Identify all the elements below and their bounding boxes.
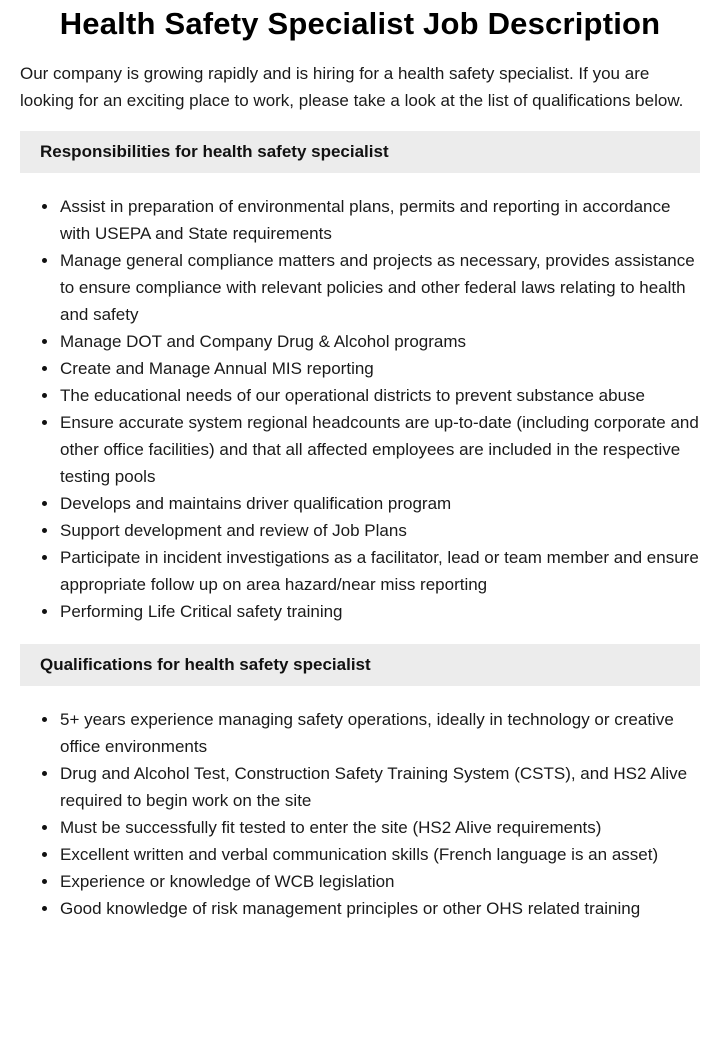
list-item (60, 328, 700, 355)
bullet-icon (42, 204, 47, 209)
list-item-text: Must be successfully fit tested to enter the site (HS2 Alive requirements) (60, 818, 602, 837)
bullet-icon (42, 609, 47, 614)
list-item (60, 382, 700, 409)
list-item-text: Assist in preparation of environmental plans, permits and reporting in accordance with USEPA and State requirements (60, 197, 671, 243)
list-item-text: Support development and review of Job Plans (60, 521, 407, 540)
bullet-icon (42, 393, 47, 398)
list-item-text: Excellent written and verbal communication skills (French language is an asset) (60, 845, 659, 864)
bullet-icon (42, 717, 47, 722)
list-item (60, 895, 700, 922)
list-item-text: Manage general compliance matters and projects as necessary, provides assistance to ensure compliance with relevant policies and other federal laws relating to health and safety (60, 251, 695, 324)
qualifications-list (20, 706, 700, 922)
intro-paragraph: Our company is growing rapidly and is hiring for a health safety specialist. If you are looking for an exciting place to work, please take a look at the list of qualifications below. (20, 64, 684, 110)
list-item-text: Performing Life Critical safety training (60, 602, 343, 621)
list-item (60, 355, 700, 382)
bullet-icon (42, 879, 47, 884)
list-item (60, 598, 700, 625)
list-item (60, 841, 700, 868)
qualifications-heading: Qualifications for health safety specialist (20, 644, 700, 686)
list-item-text: Experience or knowledge of WCB legislation (60, 872, 395, 891)
list-item-text: 5+ years experience managing safety operations, ideally in technology or creative office environments (60, 710, 674, 756)
list-item (60, 247, 700, 328)
bullet-icon (42, 366, 47, 371)
list-item-text: Good knowledge of risk management principles or other OHS related training (60, 899, 641, 918)
list-item-text: Create and Manage Annual MIS reporting (60, 359, 374, 378)
list-item-text: The educational needs of our operational districts to prevent substance abuse (60, 386, 645, 405)
list-item (60, 544, 700, 598)
list-item (60, 814, 700, 841)
responsibilities-heading: Responsibilities for health safety specialist (20, 131, 700, 173)
list-item-text: Drug and Alcohol Test, Construction Safety Training System (CSTS), and HS2 Alive required to begin work on the site (60, 764, 688, 810)
list-item (60, 193, 700, 247)
bullet-icon (42, 825, 47, 830)
bullet-icon (42, 339, 47, 344)
list-item-text: Develops and maintains driver qualification program (60, 494, 452, 513)
bullet-icon (42, 906, 47, 911)
bullet-icon (42, 852, 47, 857)
list-item-text: Manage DOT and Company Drug & Alcohol programs (60, 332, 466, 351)
list-item-text: Ensure accurate system regional headcounts are up-to-date (including corporate and other office facilities) and that all affected employees are included in the respective testing pools (60, 413, 699, 486)
list-item (60, 517, 700, 544)
bullet-icon (42, 528, 47, 533)
bullet-icon (42, 501, 47, 506)
bullet-icon (42, 258, 47, 263)
list-item (60, 706, 700, 760)
list-item (60, 868, 700, 895)
bullet-icon (42, 555, 47, 560)
list-item (60, 409, 700, 490)
list-item-text: Participate in incident investigations as a facilitator, lead or team member and ensure appropriate follow up on area hazard/near miss reporting (60, 548, 699, 594)
bullet-icon (42, 420, 47, 425)
list-item (60, 490, 700, 517)
list-item (60, 760, 700, 814)
bullet-icon (42, 771, 47, 776)
responsibilities-list (20, 193, 700, 625)
page-title: Health Safety Specialist Job Description (59, 6, 661, 41)
